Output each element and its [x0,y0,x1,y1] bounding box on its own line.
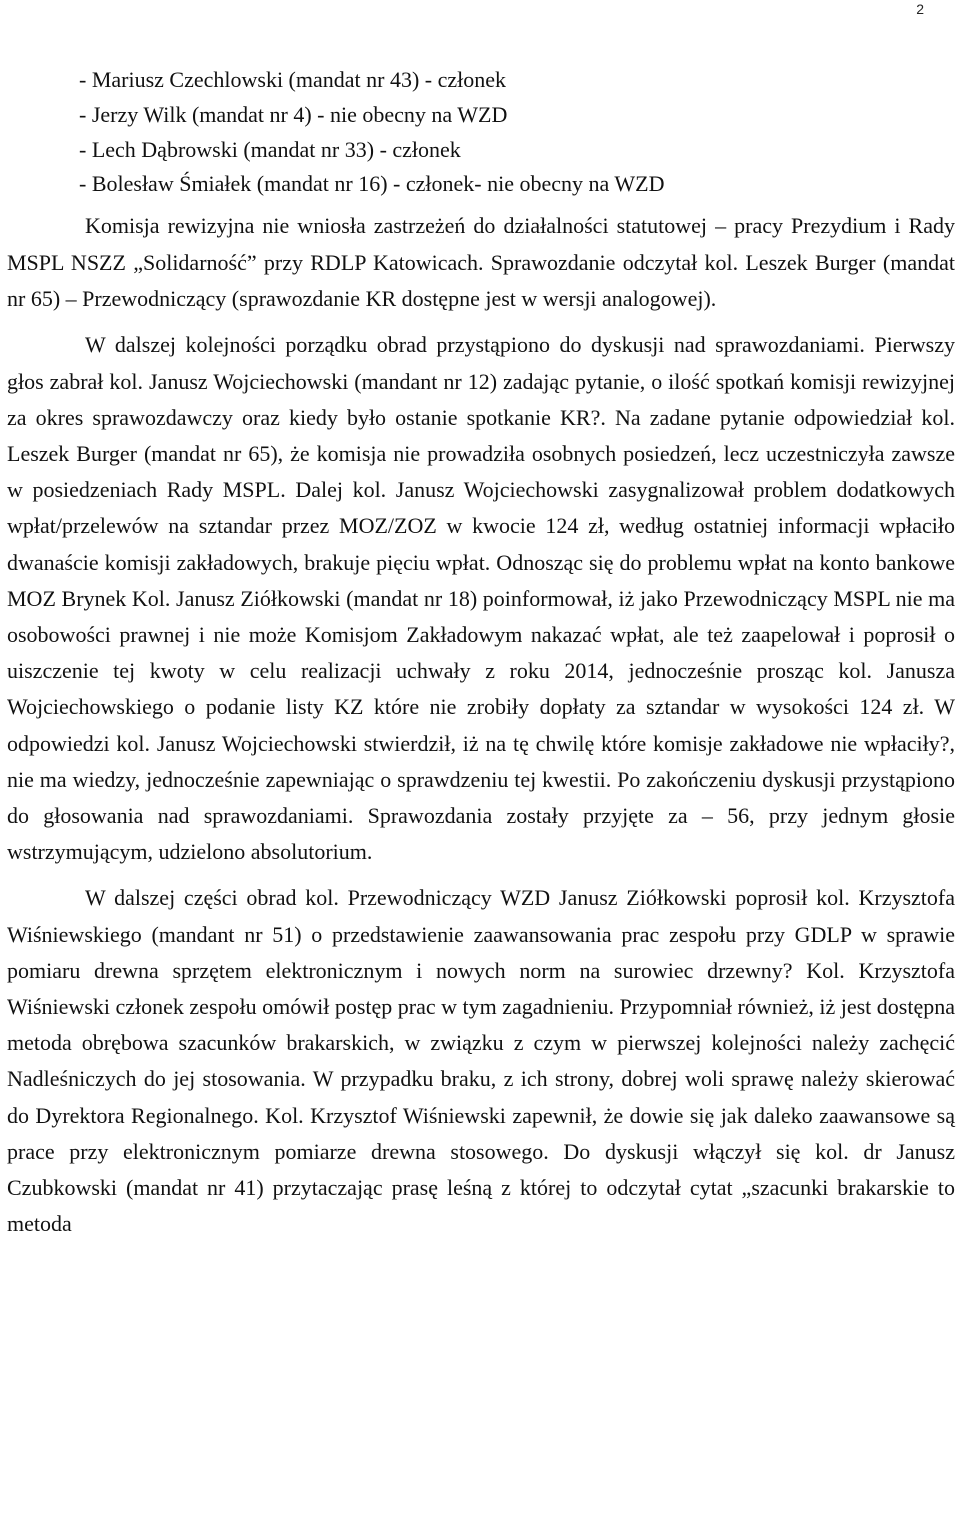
paragraph-timber-measurement [7,880,955,1242]
paragraph-discussion [7,327,955,870]
list-item: - Lech Dąbrowski (mandat nr 33) - członek [79,136,461,162]
paragraph-text: W dalszej kolejności porządku obrad przystąpiono do dyskusji nad sprawozdaniami. Pierwszy głos zabrał kol. Janusz Wojciechowski (mandant nr 12) zadając pytanie, o ilość spotkań komisji rewizyjnej za okres sprawozdawczy oraz kiedy było ostanie spotkanie KR?. Na zadane pytanie odpowiedział kol. Leszek Burger (mandat nr 65), że komisja nie prowadziła osobnych posiedzeń, lecz uczestniczyła zawsze w posiedzeniach Rady MSPL. Dalej kol. Janusz Wojciechowski zasygnalizował problem dodatkowych wpłat/przelewów na sztandar przez MOZ/ZOZ w kwocie 124 zł, według ostatniej informacji wpłaciło dwanaście komisji zakładowych, brakuje pięciu wpłat. Odnosząc się do problemu wpłat na konto bankowe MOZ Brynek Kol. Janusz Ziółkowski (mandat nr 18) poinformował, iż jako Przewodniczący MSPL nie ma osobowości prawnej i nie może Komisjom Zakładowym nakazać wpłat, ale też zaapelował i poprosił o uiszczenie tej kwoty w celu realizacji uchwały z roku 2014, jednocześnie prosząc kol. Janusza Wojciechowskiego o podanie listy KZ które nie zrobiły dopłaty za sztandar w wysokości 124 zł. W odpowiedzi kol. Janusz Wojciechowski stwierdził, iż na tę chwilę które komisje zakładowe nie wpłaciły?, nie ma wiedzy, jednocześnie zapewniając o sprawdzeniu tej kwestii. Po zakończeniu dyskusji przystąpiono do głosowania nad sprawozdaniami. Sprawozdania zostały przyjęte za – 56, przy jednym głosie wstrzymującym, udzielono absolutorium. [7,332,955,865]
list-item: - Jerzy Wilk (mandat nr 4) - nie obecny na WZD [79,101,508,127]
members-list [7,63,955,202]
page-number: 2 [916,1,924,17]
document-body [7,63,955,1252]
paragraph-text: Komisja rewizyjna nie wniosła zastrzeżeń do działalności statutowej – pracy Prezydium i Rady MSPL NSZZ „Solidarność” przy RDLP Katowicach. Sprawozdanie odczytał kol. Leszek Burger (mandat nr 65) – Przewodniczący (sprawozdanie KR dostępne jest w wersji analogowej). [7,213,955,311]
list-item: - Bolesław Śmiałek (mandat nr 16) - członek- nie obecny na WZD [79,171,665,197]
paragraph-audit-committee [7,208,955,317]
list-item: - Mariusz Czechlowski (mandat nr 43) - członek [79,67,507,92]
paragraph-text: W dalszej części obrad kol. Przewodniczący WZD Janusz Ziółkowski poprosił kol. Krzysztofa Wiśniewskiego (mandant nr 51) o przedstawienie zaawansowania prac zespołu przy GDLP w sprawie pomiaru drewna sprzętem elektronicznym i nowych norm na surowiec drzewny? Kol. Krzysztofa Wiśniewski członek zespołu omówił postęp prac w tym zagadnieniu. Przypomniał również, iż jest dostępna metoda obrębowa szacunków brakarskich, w związku z czym w pierwszej kolejności należy zachęcić Nadleśniczych do jej stosowania. W przypadku braku, z ich strony, dobrej woli sprawę należy skierować do Dyrektora Regionalnego. Kol. Krzysztof Wiśniewski zapewnił, że dowie się jak daleko zaawansowe są prace przy elektronicznym pomiarze drewna stosowego. Do dyskusji włączył się kol. dr Janusz Czubkowski (mandat nr 41) przytaczając prasę leśną z której to odczytał cytat „szacunki brakarskie to metoda [7,885,955,1237]
